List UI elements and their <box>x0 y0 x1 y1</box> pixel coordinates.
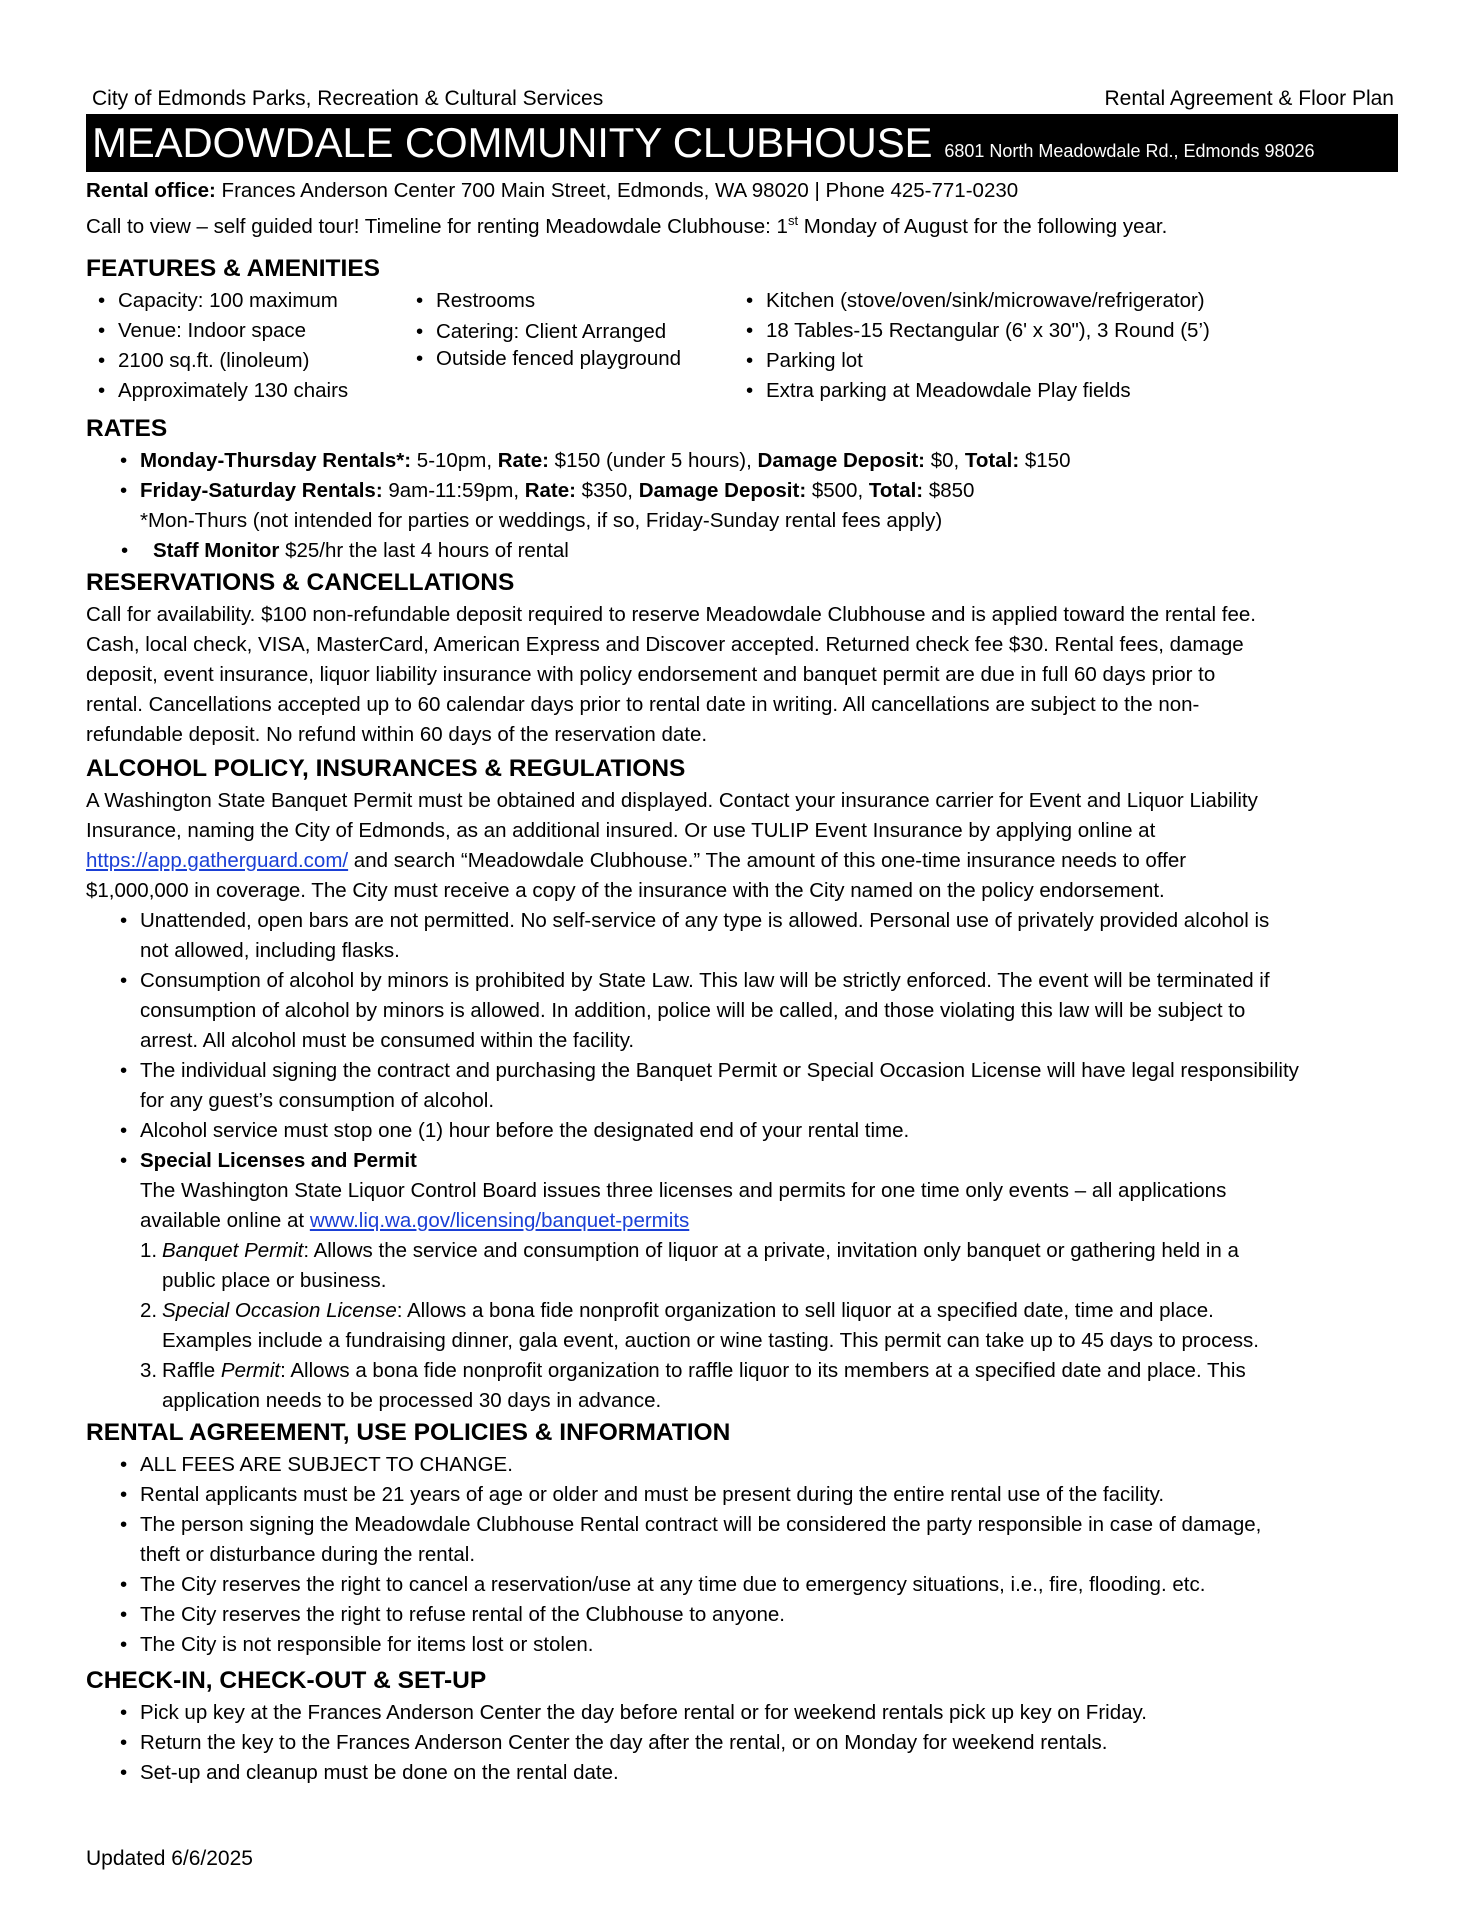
list-item <box>86 906 1398 966</box>
item-number: 2. <box>140 1298 158 1322</box>
rate-rate: $150 (under 5 hours), <box>548 448 758 472</box>
checkin-list <box>86 1698 1398 1788</box>
paragraph-line: Call for availability. $100 non-refundable deposit required to reserve Meadowdale Clubhouse and is applied toward the rental fee. <box>86 602 1256 626</box>
list-item <box>86 1056 1398 1116</box>
updated-date: Updated 6/6/2025 <box>86 1847 253 1870</box>
alcohol-heading: ALCOHOL POLICY, INSURANCES & REGULATIONS <box>86 754 686 782</box>
paragraph-line: A Washington State Banquet Permit must be obtained and displayed. Contact your insurance carrier for Event and Liquor Liability <box>86 788 1258 812</box>
paragraph-line: rental. Cancellations accepted up to 60 calendar days prior to rental date in writing. All cancellations are subject to the non- <box>86 692 1200 716</box>
rate-total-label: Total: <box>868 478 924 502</box>
paragraph-line: refundable deposit. No refund within 60 days of the reservation date. <box>86 722 708 746</box>
title-bar <box>86 114 1398 172</box>
item-line: : Allows a bona fide nonprofit organization to raffle liquor to its members at a specified date and place. This <box>280 1358 1246 1382</box>
list-item: • Pick up key at the Frances Anderson Center the day before rental or for weekend rentals pick up key on Friday. <box>86 1698 1398 1728</box>
rates-heading: RATES <box>86 414 168 442</box>
reservations-text <box>86 600 1398 750</box>
staff-monitor-list <box>86 536 1398 566</box>
list-item: • ALL FEES ARE SUBJECT TO CHANGE. <box>86 1450 1398 1480</box>
page-title: MEADOWDALE COMMUNITY CLUBHOUSE <box>92 119 933 166</box>
list-item <box>86 966 1398 1056</box>
rate-deposit-label: Damage Deposit: <box>638 478 807 502</box>
list-item: • Venue: Indoor space <box>86 316 404 346</box>
item-line: consumption of alcohol by minors is allowed. In addition, police will be called, and those violating this law will be subject to <box>140 998 1246 1022</box>
item-line: The individual signing the contract and purchasing the Banquet Permit or Special Occasion License will have legal responsibility <box>140 1058 1299 1082</box>
rate-deposit: $500, <box>806 478 869 502</box>
permit-name: Special Occasion License <box>162 1298 397 1322</box>
list-item <box>86 1146 1398 1236</box>
item-line: Unattended, open bars are not permitted. No self-service of any type is allowed. Personal use of privately provided alcohol is <box>140 908 1270 932</box>
venue-address: 6801 North Meadowdale Rd., Edmonds 98026 <box>944 141 1315 161</box>
list-item: • The City reserves the right to refuse rental of the Clubhouse to anyone. <box>86 1600 1398 1630</box>
rate-rate-label: Rate: <box>497 448 549 472</box>
timeline-text-a: Call to view – self guided tour! Timeline for renting Meadowdale Clubhouse: 1 <box>86 214 788 238</box>
list-item: • Rental applicants must be 21 years of age or older and must be present during the entire rental use of the facility. <box>86 1480 1398 1510</box>
list-item: • The City is not responsible for items lost or stolen. <box>86 1630 1398 1660</box>
list-item: • Extra parking at Meadowdale Play fields <box>734 376 1354 406</box>
permit-prefix: Raffle <box>162 1358 221 1382</box>
list-item: • Set-up and cleanup must be done on the rental date. <box>86 1758 1398 1788</box>
rental-heading: RENTAL AGREEMENT, USE POLICIES & INFORMATION <box>86 1418 731 1446</box>
item-number: 3. <box>140 1358 158 1382</box>
list-item: • The City reserves the right to cancel a reservation/use at any time due to emergency situations, i.e., fire, flooding. etc. <box>86 1570 1398 1600</box>
permit-name: Permit <box>220 1358 281 1382</box>
paragraph-line: Insurance, naming the City of Edmonds, as an additional insured. Or use TULIP Event Insurance by applying online at <box>86 818 1156 842</box>
list-item: • Restrooms <box>404 286 734 316</box>
item-line: The Washington State Liquor Control Board issues three licenses and permits for one time only events – all applications <box>140 1178 1227 1202</box>
rental-policies-list <box>86 1450 1398 1660</box>
gatherguard-link[interactable]: https://app.gatherguard.com/ <box>86 848 349 872</box>
features-col-3 <box>734 286 1354 406</box>
item-line: : Allows a bona fide nonprofit organization to sell liquor at a specified date, time and place. <box>396 1298 1214 1322</box>
item-line: not allowed, including flasks. <box>140 938 400 962</box>
item-line: public place or business. <box>162 1268 387 1292</box>
document-type: Rental Agreement & Floor Plan <box>1104 87 1394 110</box>
rate-label: Monday-Thursday Rentals*: <box>140 448 412 472</box>
rate-label: Friday-Saturday Rentals: <box>140 478 383 502</box>
staff-monitor <box>86 536 1398 566</box>
list-item: • Return the key to the Frances Anderson Center the day after the rental, or on Monday for weekend rentals. <box>86 1728 1398 1758</box>
item-line: arrest. All alcohol must be consumed within the facility. <box>140 1028 635 1052</box>
list-item: • 2100 sq.ft. (linoleum) <box>86 346 404 376</box>
liq-permits-link[interactable]: www.liq.wa.gov/licensing/banquet-permits <box>309 1208 690 1232</box>
item-line: application needs to be processed 30 days in advance. <box>162 1388 662 1412</box>
item-line: for any guest’s consumption of alcohol. <box>140 1088 495 1112</box>
rate-time: 9am-11:59pm, <box>382 478 525 502</box>
list-item <box>86 1236 1398 1296</box>
features-col-2 <box>404 286 734 406</box>
list-item: • Parking lot <box>734 346 1354 376</box>
paragraph-line: $1,000,000 in coverage. The City must receive a copy of the insurance with the City named on the policy endorsement. <box>86 878 1165 902</box>
list-item: • Catering: Client Arranged <box>404 316 734 348</box>
rate-deposit-label: Damage Deposit: <box>757 448 925 472</box>
features-list <box>86 286 1398 406</box>
paragraph-line: Cash, local check, VISA, MasterCard, American Express and Discover accepted. Returned check fee $30. Rental fees, damage <box>86 632 1244 656</box>
list-item: • Approximately 130 chairs <box>86 376 404 406</box>
rate-total-label: Total: <box>964 448 1020 472</box>
list-item: • Alcohol service must stop one (1) hour before the designated end of your rental time. <box>86 1116 1398 1146</box>
item-line: Examples include a fundraising dinner, gala event, auction or wine tasting. This permit can take up to 45 days to process. <box>162 1328 1260 1352</box>
rate-time: 5-10pm, <box>411 448 498 472</box>
rental-office-text: Frances Anderson Center 700 Main Street, Edmonds, WA 98020 | Phone 425-771-0230 <box>215 179 1019 202</box>
rental-office-line <box>86 176 1398 206</box>
item-number: 1. <box>140 1238 158 1262</box>
list-item <box>86 1296 1398 1356</box>
link-trailing-text: and search “Meadowdale Clubhouse.” The amount of this one-time insurance needs to offer <box>348 848 1187 872</box>
list-item: • Kitchen (stove/oven/sink/microwave/refrigerator) <box>734 286 1354 316</box>
top-header <box>86 86 1398 112</box>
rates-list <box>86 446 1398 506</box>
rate-deposit: $0, <box>925 448 965 472</box>
rate-rate: $350, <box>575 478 639 502</box>
features-heading: FEATURES & AMENITIES <box>86 254 381 282</box>
rental-office-label: Rental office: <box>86 179 216 202</box>
list-item: • Capacity: 100 maximum <box>86 286 404 316</box>
special-licenses-label: Special Licenses and Permit <box>140 1148 417 1172</box>
staff-monitor-text: $25/hr the last 4 hours of rental <box>279 538 569 562</box>
permit-types-list <box>86 1236 1398 1416</box>
rate-total: $150 <box>1019 448 1071 472</box>
department-name: City of Edmonds Parks, Recreation & Cultural Services <box>92 87 604 110</box>
rate-rate-label: Rate: <box>524 478 576 502</box>
rates-note: *Mon-Thurs (not intended for parties or weddings, if so, Friday-Sunday rental fees apply) <box>140 508 943 532</box>
alcohol-rules-list <box>86 906 1398 1236</box>
timeline-line <box>86 206 1398 242</box>
rate-total: $850 <box>923 478 975 502</box>
staff-monitor-label: Staff Monitor <box>153 538 280 562</box>
document-page <box>86 86 1398 1788</box>
rate-mon-thu <box>86 446 1398 476</box>
reservations-heading: RESERVATIONS & CANCELLATIONS <box>86 568 515 596</box>
timeline-text-b: Monday of August for the following year. <box>798 214 1168 238</box>
list-item <box>86 1510 1398 1570</box>
list-item <box>86 1356 1398 1416</box>
list-item: • Outside fenced playground <box>404 348 734 370</box>
permit-name: Banquet Permit <box>162 1238 304 1262</box>
item-line: : Allows the service and consumption of liquor at a private, invitation only banquet or gathering held in a <box>303 1238 1239 1262</box>
features-col-1 <box>86 286 404 406</box>
item-line: Consumption of alcohol by minors is prohibited by State Law. This law will be strictly enforced. The event will be terminated if <box>140 968 1270 992</box>
list-item: • 18 Tables-15 Rectangular (6' x 30"), 3 Round (5’) <box>734 316 1354 346</box>
paragraph-line <box>86 846 1398 876</box>
rate-fri-sat <box>86 476 1398 506</box>
alcohol-text <box>86 786 1398 906</box>
paragraph-line: deposit, event insurance, liquor liability insurance with policy endorsement and banquet permit are due in full 60 days prior to <box>86 662 1216 686</box>
timeline-sup: st <box>787 213 799 228</box>
item-line: available online at <box>140 1208 310 1232</box>
item-line: theft or disturbance during the rental. <box>140 1542 476 1566</box>
checkin-heading: CHECK-IN, CHECK-OUT & SET-UP <box>86 1666 487 1694</box>
item-line: The person signing the Meadowdale Clubhouse Rental contract will be considered the party responsible in case of damage, <box>140 1512 1262 1536</box>
